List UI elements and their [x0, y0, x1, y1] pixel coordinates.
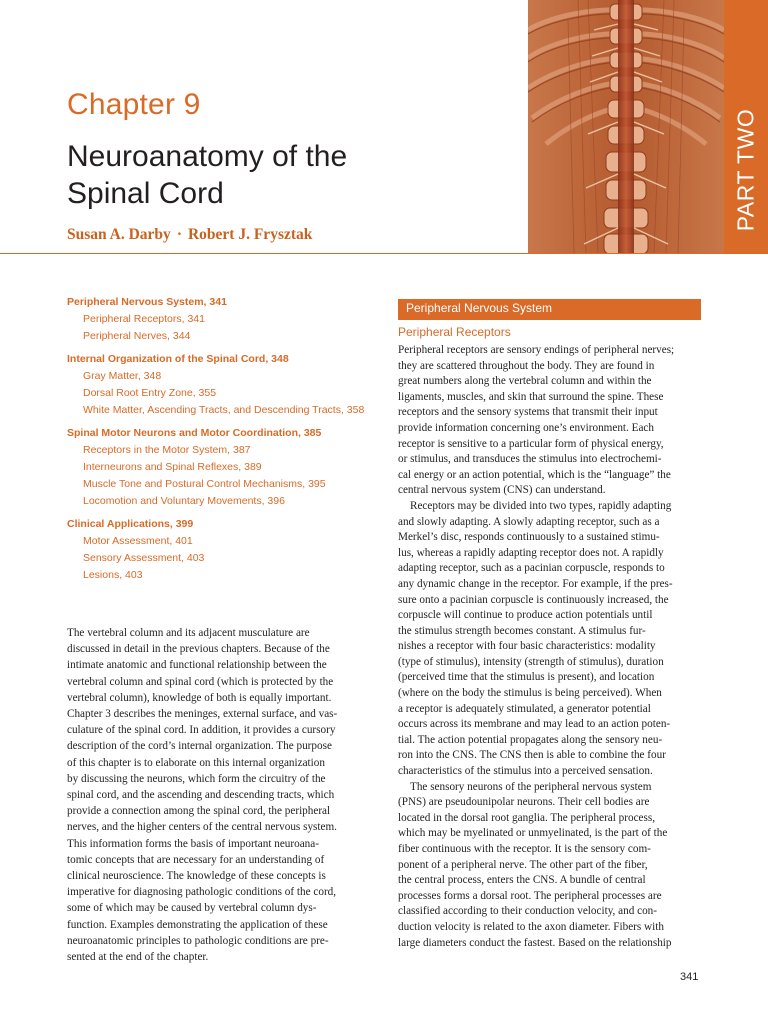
chapter-title-line: Spinal Cord: [67, 177, 224, 210]
body-line: provide information concerning one’s environment. Each: [398, 421, 654, 434]
chapter-contents: [67, 294, 387, 590]
body-line: the central process, enters the CNS. A bundle of central: [398, 874, 646, 887]
body-line: a receptor is adequately stimulated, a generator potential: [398, 702, 651, 715]
toc-item[interactable]: Receptors in the Motor System, 387: [83, 444, 251, 456]
toc-heading[interactable]: Internal Organization of the Spinal Cord, 348: [67, 353, 289, 365]
body-line: adapting receptor, such as a pacinian corpuscle, responds to: [398, 562, 665, 575]
toc-heading[interactable]: Spinal Motor Neurons and Motor Coordination, 385: [67, 427, 322, 439]
toc-section: [67, 425, 387, 510]
body-line: characteristics of the stimulus into a perceived sensation.: [398, 765, 653, 778]
body-line: tial. The action potential propagates along the sensory neu-: [398, 733, 663, 746]
body-line: located in the dorsal root ganglia. The peripheral process,: [398, 811, 656, 824]
body-line: (where on the body the stimulus is being perceived). When: [398, 687, 662, 700]
toc-item[interactable]: Gray Matter, 348: [83, 370, 162, 382]
body-line: the stimulus strength becomes constant. A stimulus fur-: [398, 624, 646, 637]
body-line: (perceived time that the stimulus is present), and location: [398, 671, 655, 684]
intro-line: Chapter 3 describes the meninges, external surface, and vas-: [67, 708, 338, 721]
intro-line: sented at the end of the chapter.: [67, 951, 209, 964]
intro-paragraph: [67, 625, 369, 965]
body-line: lus, whereas a rapidly adapting receptor does not. A rapidly: [398, 546, 664, 559]
body-line: large diameters conduct the fastest. Based on the relationship: [398, 936, 672, 949]
toc-item[interactable]: Peripheral Receptors, 341: [83, 313, 205, 325]
chapter-title-line: Neuroanatomy of the: [67, 140, 348, 173]
spine-illustration-graphic: [528, 0, 724, 253]
body-line: corpuscle will continue to produce action potentials until: [398, 609, 653, 622]
body-line: Merkel’s disc, responds continuously to a sustained stimu-: [398, 531, 660, 544]
body-line: nishes a receptor with four basic characteristics: modality: [398, 640, 656, 653]
intro-line: intimate anatomic and functional relationship between the: [67, 659, 327, 672]
author-name: Robert J. Frysztak: [187, 226, 313, 243]
toc-section: [67, 294, 387, 345]
toc-item[interactable]: Locomotion and Voluntary Movements, 396: [83, 495, 285, 507]
header-rule: [0, 253, 768, 254]
body-line: duction velocity is related to the axon diameter. Fibers with: [398, 920, 664, 933]
toc-item[interactable]: Interneurons and Spinal Reflexes, 389: [83, 461, 262, 473]
body-line: The sensory neurons of the peripheral nervous system: [410, 780, 652, 793]
toc-item[interactable]: Motor Assessment, 401: [83, 535, 193, 547]
intro-line: vertebral column), knowledge of both is equally important.: [67, 691, 332, 704]
intro-line: clinical neuroscience. The knowledge of these concepts is: [67, 870, 326, 883]
toc-item[interactable]: Peripheral Nerves, 344: [83, 330, 191, 342]
toc-item[interactable]: Lesions, 403: [83, 569, 143, 581]
body-line: Receptors may be divided into two types, rapidly adapting: [410, 499, 672, 512]
intro-line: culature of the spinal cord. In addition, it provides a cursory: [67, 724, 336, 737]
body-line: any dynamic change in the receptor. For example, if the pres-: [398, 577, 673, 590]
body-line: receptors and the sensory systems that transmit their input: [398, 406, 658, 419]
body-line: ron into the CNS. The CNS then is able to combine the four: [398, 749, 666, 762]
body-line: processes forms a dorsal root. The peripheral processes are: [398, 889, 662, 902]
part-label: PART TWO: [732, 108, 759, 232]
authors: [67, 226, 312, 244]
toc-section: [67, 516, 387, 584]
toc-item[interactable]: Muscle Tone and Postural Control Mechanisms, 395: [83, 478, 326, 490]
toc-heading[interactable]: Peripheral Nervous System, 341: [67, 296, 227, 308]
body-line: which may be myelinated or unmyelinated, is the part of the: [398, 827, 668, 840]
body-line: (type of stimulus), intensity (strength of stimulus), duration: [398, 655, 664, 668]
body-line: (PNS) are pseudounipolar neurons. Their cell bodies are: [398, 796, 650, 809]
body-line: classified according to their conduction velocity, and con-: [398, 905, 657, 918]
intro-line: vertebral column and spinal cord (which is protected by the: [67, 675, 334, 688]
intro-line: provide a connection among the spinal cord, the peripheral: [67, 805, 331, 818]
toc-item[interactable]: White Matter, Ascending Tracts, and Descending Tracts, 358: [83, 404, 365, 416]
body-line: occurs across its membrane and may lead to an action poten-: [398, 718, 671, 731]
intro-line: some of which may be caused by vertebral column dys-: [67, 902, 317, 915]
page-number: 341: [680, 971, 699, 983]
intro-line: The vertebral column and its adjacent musculature are: [67, 627, 310, 639]
body-line: and slowly adapting. A slowly adapting receptor, such as a: [398, 515, 660, 528]
body-line: Peripheral receptors are sensory endings of peripheral nerves;: [398, 344, 675, 356]
body-line: ligaments, muscles, and skin that surround the spine. These: [398, 390, 664, 403]
toc-heading[interactable]: Clinical Applications, 399: [67, 518, 194, 530]
body-line: cal energy or an action potential, which is the “language” the: [398, 468, 671, 481]
toc-section: [67, 351, 387, 419]
author-separator: ·: [176, 226, 182, 243]
body-line: receptor is sensitive to a particular form of physical energy,: [398, 437, 664, 450]
chapter-title: [67, 138, 347, 212]
intro-line: tomic concepts that are necessary for an understanding of: [67, 853, 325, 866]
body-line: sure onto a pacinian corpuscle is continuously increased, the: [398, 593, 669, 606]
toc-item[interactable]: Sensory Assessment, 403: [83, 552, 205, 564]
body-line: they are scattered throughout the body. They are found in: [398, 359, 655, 372]
intro-line: description of the cord’s internal organization. The purpose: [67, 740, 332, 753]
body-line: or stimulus, and transduces the stimulus into electrochemi-: [398, 453, 662, 466]
body-text: [398, 343, 701, 951]
intro-line: by discussing the neurons, which form the circuitry of the: [67, 772, 326, 785]
toc-item[interactable]: Dorsal Root Entry Zone, 355: [83, 387, 217, 399]
chapter-label: Chapter 9: [67, 88, 201, 121]
intro-line: This information forms the basis of important neuroana-: [67, 837, 319, 850]
intro-line: imperative for diagnosing pathologic conditions of the cord,: [67, 886, 337, 899]
intro-line: discussed in detail in the previous chapters. Because of the: [67, 643, 330, 656]
section-heading: Peripheral Nervous System: [406, 301, 553, 315]
author-name: Susan A. Darby: [67, 226, 171, 243]
intro-line: function. Examples demonstrating the application of these: [67, 918, 328, 931]
body-line: fiber continuous with the receptor. It is the sensory com-: [398, 843, 651, 855]
body-line: great numbers along the vertebral column and within the: [398, 375, 652, 388]
intro-line: of this chapter is to elaborate on this internal organization: [67, 756, 325, 769]
body-line: central nervous system (CNS) can understand.: [398, 484, 606, 497]
intro-line: nerves, and the higher centers of the central nervous system.: [67, 821, 337, 834]
intro-line: neuroanatomic principles to pathologic conditions are pre-: [67, 934, 329, 947]
spine-illustration: [528, 0, 724, 253]
body-line: ponent of a peripheral nerve. The other part of the fiber,: [398, 858, 648, 871]
subsection-heading: Peripheral Receptors: [398, 325, 511, 339]
intro-line: spinal cord, and the ascending and descending tracts, which: [67, 789, 335, 802]
